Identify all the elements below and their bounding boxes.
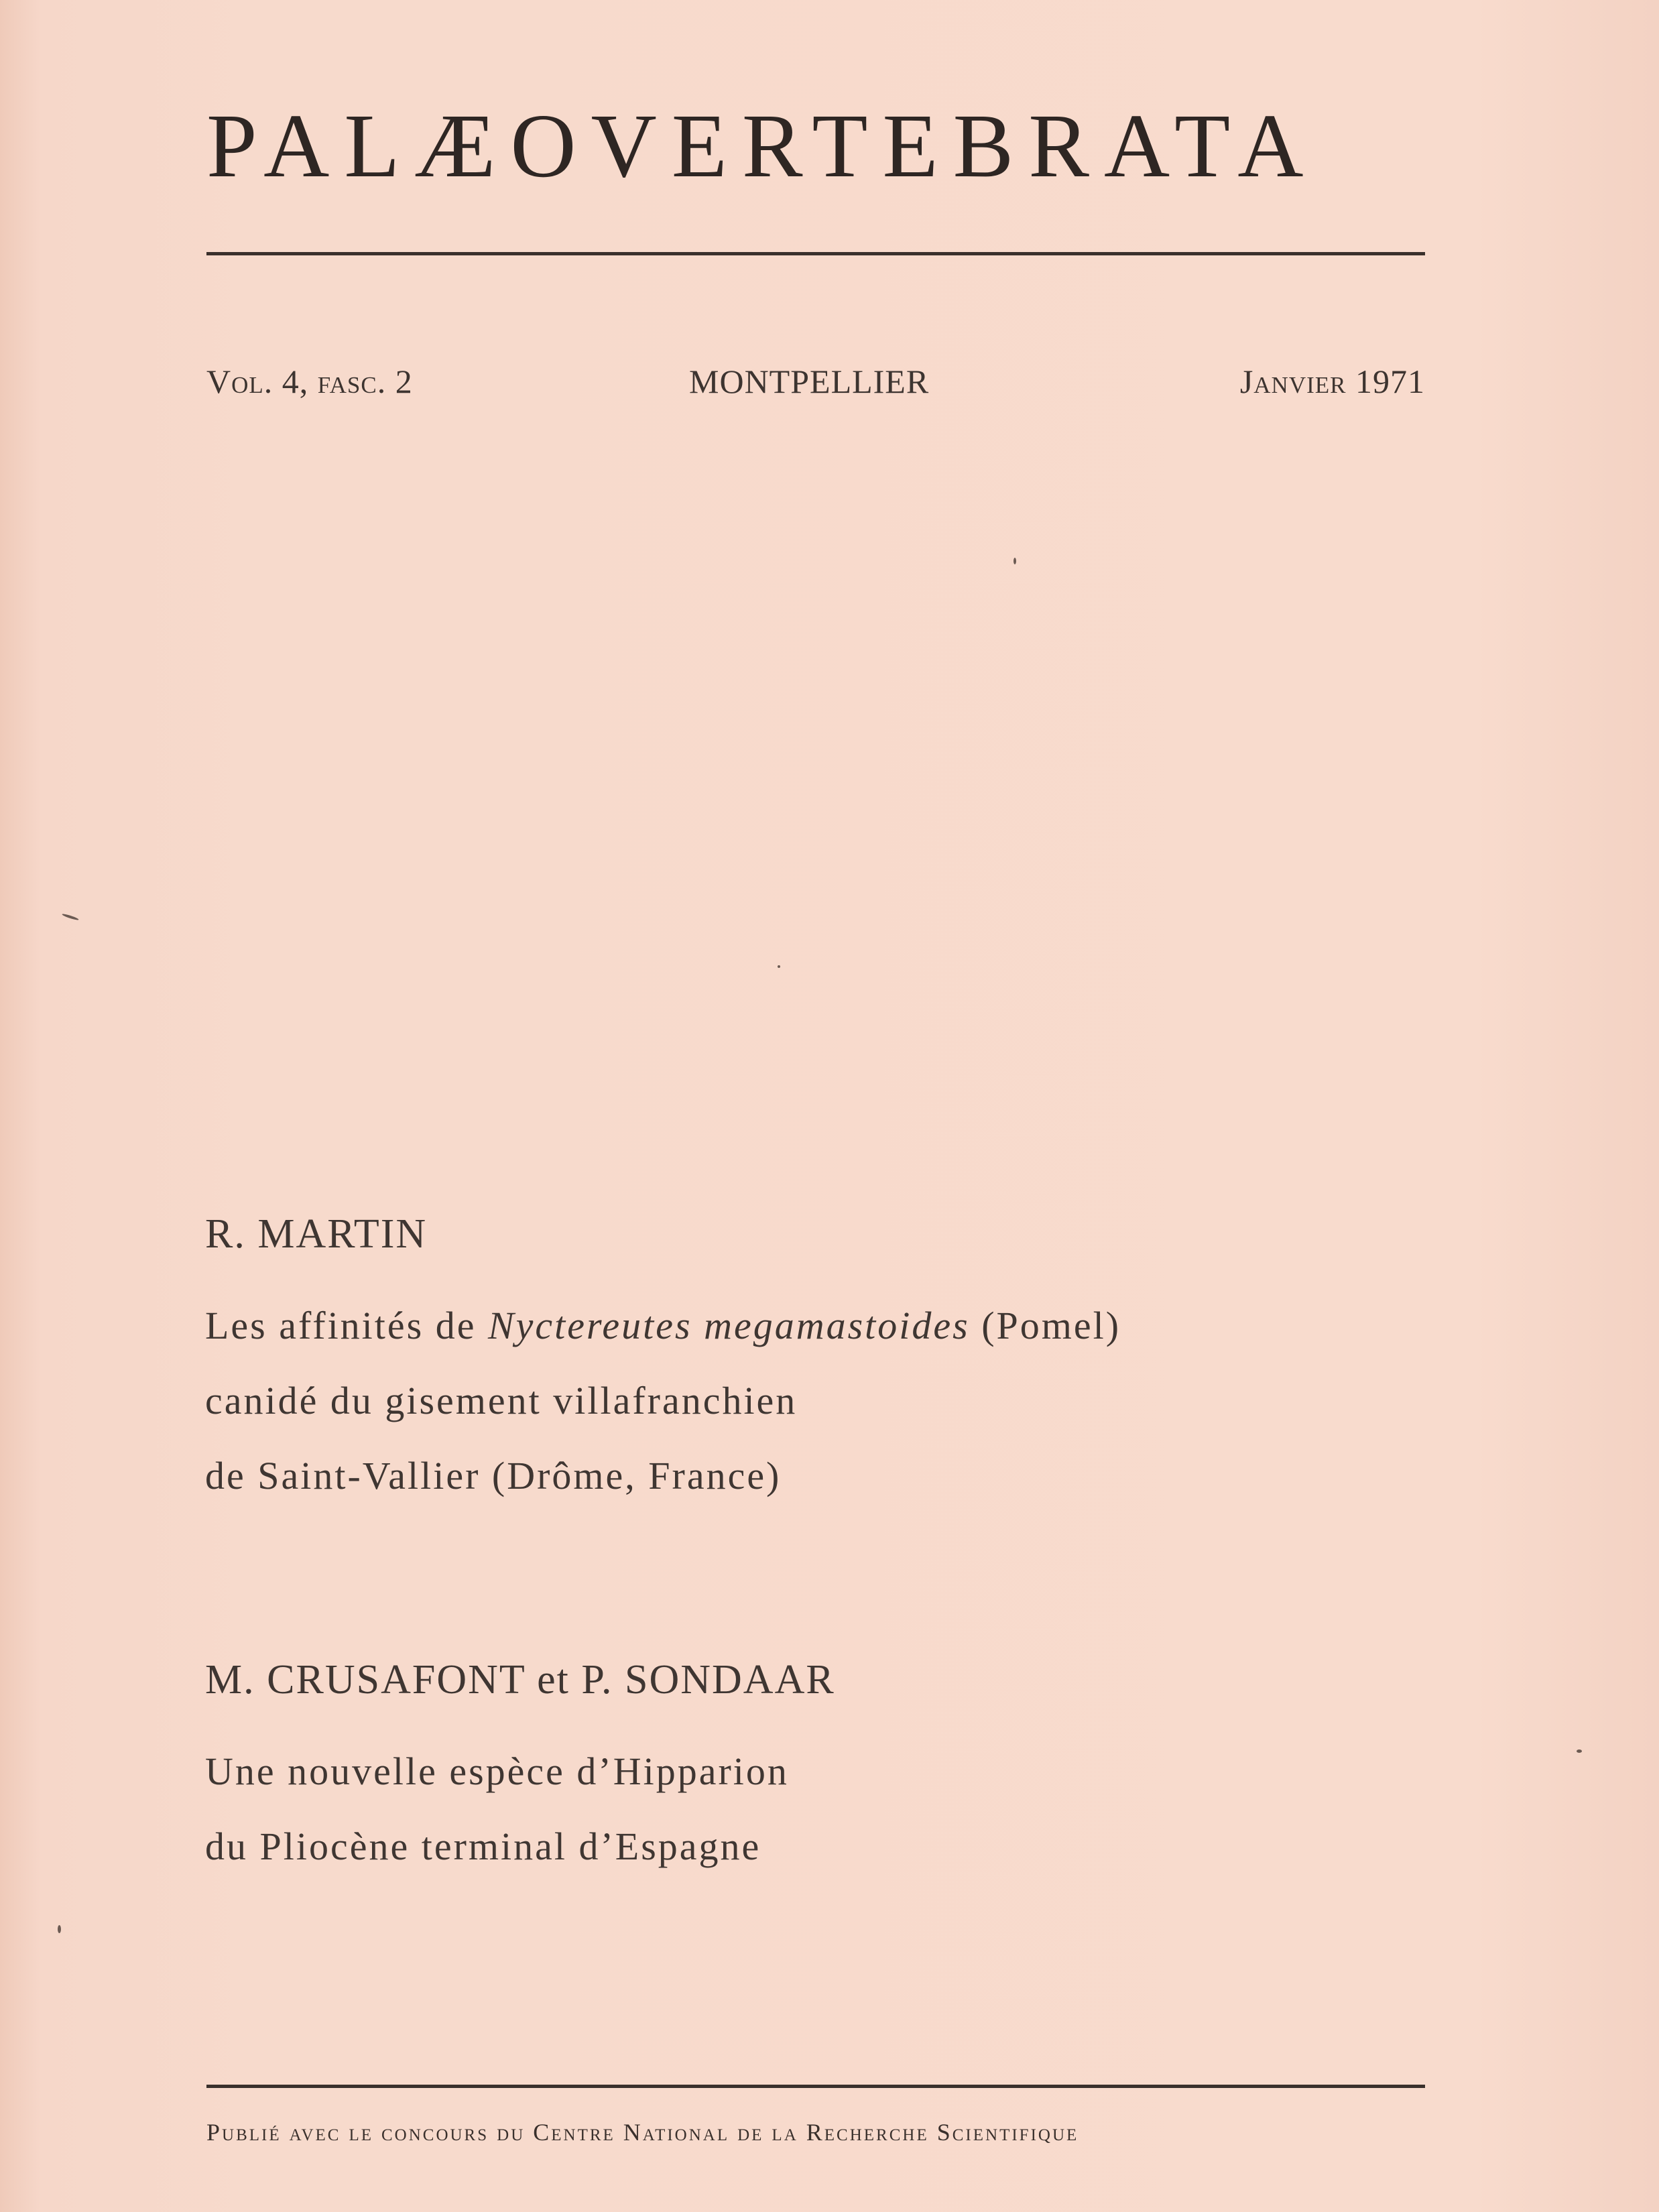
publisher-note: Publié avec le concours du Centre National de la Recherche Scientifique xyxy=(206,2119,1079,2146)
article-1 xyxy=(205,1213,1412,1514)
article-title-line: Une nouvelle espèce d’Hipparion xyxy=(205,1749,789,1793)
article-2 xyxy=(205,1659,1412,1884)
paper-speck xyxy=(1577,1749,1582,1753)
paper-speck xyxy=(58,1925,61,1933)
journal-title: PALÆOVERTEBRATA xyxy=(206,96,1318,196)
bottom-rule xyxy=(206,2085,1425,2088)
issue-city: MONTPELLIER xyxy=(689,363,930,400)
article-title-line: du Pliocène terminal d’Espagne xyxy=(205,1825,761,1868)
article-author: M. CRUSAFONT et P. SONDAAR xyxy=(205,1657,835,1703)
top-rule xyxy=(206,252,1425,255)
article-title-line: canidé du gisement villafranchien xyxy=(205,1379,798,1422)
paper-speck xyxy=(778,965,780,968)
article-title-line: de Saint-Vallier (Drôme, France) xyxy=(205,1454,782,1497)
title-text: (Pomel) xyxy=(969,1304,1121,1347)
paper-speck xyxy=(1013,558,1016,564)
issue-date: Janvier 1971 xyxy=(1239,363,1425,400)
article-author: R. MARTIN xyxy=(205,1211,428,1257)
species-name: Nyctereutes megamastoides xyxy=(487,1304,970,1347)
issue-volume: Vol. 4, fasc. 2 xyxy=(206,363,413,400)
article-title-line xyxy=(205,1288,1412,1363)
title-text: Les affinités de xyxy=(205,1304,488,1347)
paper-speck xyxy=(62,913,79,921)
